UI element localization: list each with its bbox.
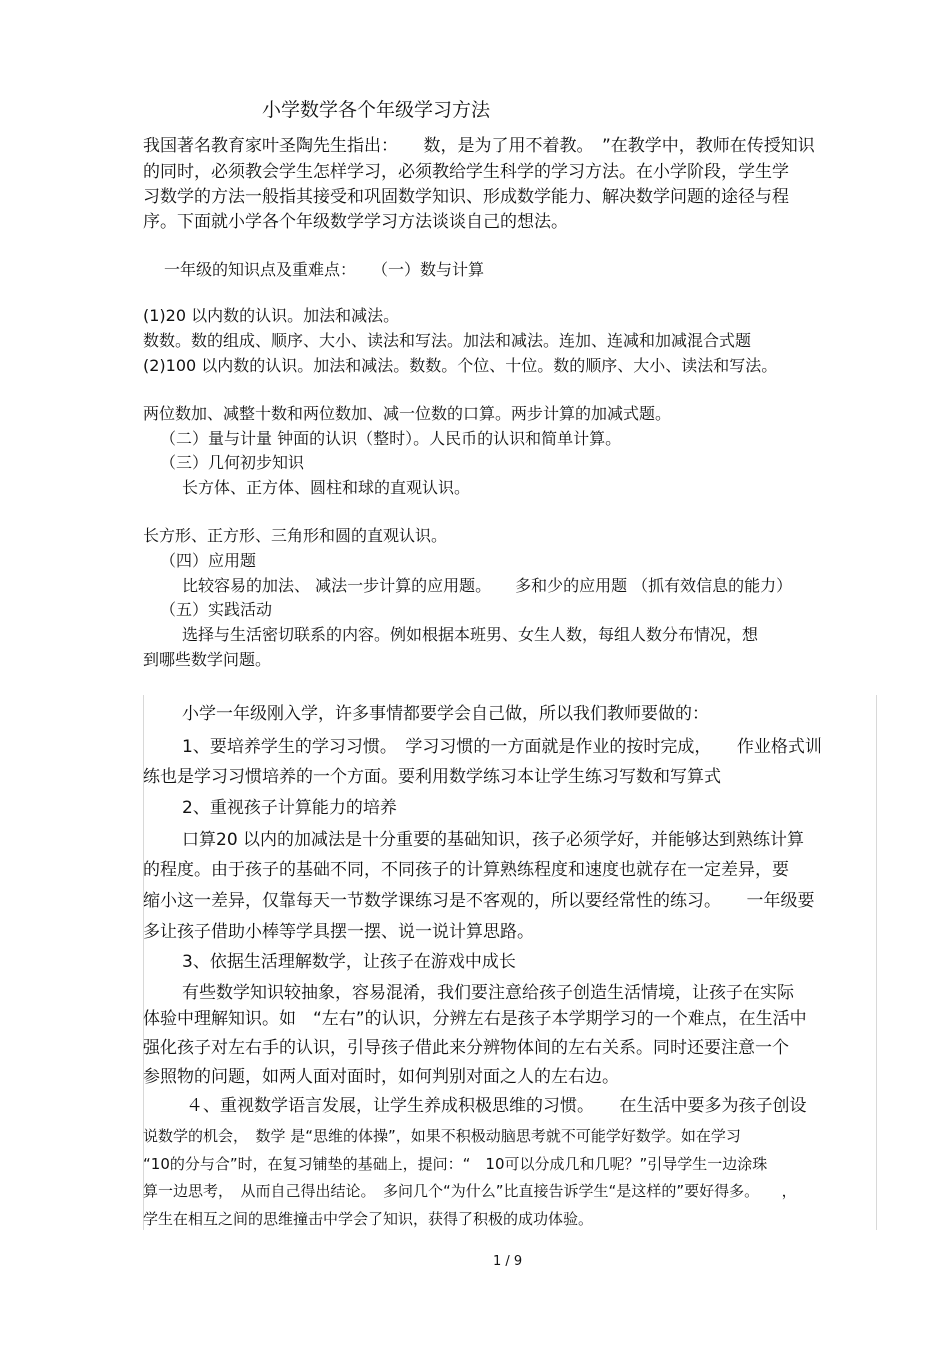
page-title: 小学数学各个年级学习方法	[262, 99, 491, 121]
section-line: 缩小这一差异，仅靠每天一节数学课练习是不客观的，所以要经常性的练习。 一年级要	[143, 891, 815, 911]
section-heading: 3、依据生活理解数学，让孩子在游戏中成长	[182, 952, 516, 972]
intro-line: 序。下面就小学各个年级数学学习方法谈谈自己的想法。	[143, 212, 568, 232]
knowledge-point: （五）实践活动	[160, 600, 273, 619]
section-line: 强化孩子对左右手的认识，引导孩子借此来分辨物体间的左右关系。同时还要注意一个	[143, 1038, 789, 1058]
page-number: 1 / 9	[493, 1254, 523, 1269]
section-line: 体验中理解知识。如 “左右”的认识，分辨左右是孩子本学期学习的一个难点，在生活中	[143, 1009, 807, 1029]
section-heading: 一年级的知识点及重难点： （一）数与计算	[164, 260, 485, 279]
section-line: 学生在相互之间的思维撞击中学会了知识，获得了积极的成功体验。	[143, 1210, 594, 1228]
knowledge-point: 选择与生活密切联系的内容。例如根据本班男、女生人数，每组人数分布情况，想	[182, 625, 759, 644]
intro-line: 我国著名教育家叶圣陶先生指出： 数，是为了用不着教。 ”在教学中，教师在传授知识	[143, 136, 815, 156]
section-heading: ４、重视数学语言发展，让学生养成积极思维的习惯。 在生活中要多为孩子创设	[186, 1096, 807, 1116]
knowledge-point: （三）几何初步知识	[160, 453, 305, 472]
section-line: 口算20 以内的加减法是十分重要的基础知识，孩子必须学好，并能够达到熟练计算	[182, 830, 805, 850]
knowledge-point: (1)20 以内数的认识。加法和减法。	[143, 306, 400, 325]
section-line: 小学一年级刚入学，许多事情都要学会自己做，所以我们教师要做的：	[182, 704, 709, 724]
section-line: 说数学的机会， 数学 是“思维的体操”，如果不积极动脑思考就不可能学好数学。如在学习	[143, 1127, 741, 1145]
intro-line: 习数学的方法一般指其接受和巩固数学知识、形成数学能力、解决数学问题的途径与程	[143, 187, 789, 207]
section-line: 1、要培养学生的学习习惯。 学习习惯的一方面就是作业的按时完成， 作业格式训	[182, 737, 822, 757]
intro-line: 的同时，必须教会学生怎样学习，必须教给学生科学的学习方法。在小学阶段，学生学	[143, 162, 789, 182]
section-heading: 2、重视孩子计算能力的培养	[182, 798, 397, 818]
knowledge-point: （二）量与计量 钟面的认识（整时）。人民币的认识和简单计算。	[160, 429, 622, 448]
section-line: 练也是学习习惯培养的一个方面。要利用数学练习本让学生练习写数和写算式	[143, 767, 721, 787]
section-line: 多让孩子借助小棒等学具摆一摆、说一说计算思路。	[143, 922, 534, 942]
knowledge-point: 长方体、正方体、圆柱和球的直观认识。	[182, 478, 471, 497]
knowledge-point: 两位数加、减整十数和两位数加、减一位数的口算。两步计算的加减式题。	[143, 404, 672, 423]
knowledge-point: 比较容易的加法、 减法一步计算的应用题。 多和少的应用题 （抓有效信息的能力）	[182, 576, 793, 595]
section-right-rule	[876, 695, 877, 1230]
section-line: 有些数学知识较抽象，容易混淆，我们要注意给孩子创造生活情境，让孩子在实际	[182, 983, 794, 1003]
section-line: “10的分与合”时，在复习铺垫的基础上，提问：“ 10可以分成几和几呢？”引导学生一边涂珠	[143, 1155, 768, 1173]
knowledge-point: (2)100 以内数的认识。加法和减法。数数。个位、十位。数的顺序、大小、读法和写法。	[143, 356, 778, 375]
knowledge-point: 到哪些数学问题。	[143, 650, 272, 669]
knowledge-point: 长方形、正方形、三角形和圆的直观认识。	[143, 526, 448, 545]
knowledge-point: 数数。数的组成、顺序、大小、读法和写法。加法和减法。连加、连减和加减混合式题	[143, 331, 752, 350]
knowledge-point: （四）应用题	[160, 551, 257, 570]
section-line: 的程度。由于孩子的基础不同，不同孩子的计算熟练程度和速度也就存在一定差异，要	[143, 860, 789, 880]
section-line: 参照物的问题，如两人面对面时，如何判别对面之人的左右边。	[143, 1067, 619, 1087]
section-line: 算一边思考， 从而自己得出结论。 多问几个“为什么”比直接告诉学生“是这样的”要好得多。 ，	[143, 1182, 797, 1200]
